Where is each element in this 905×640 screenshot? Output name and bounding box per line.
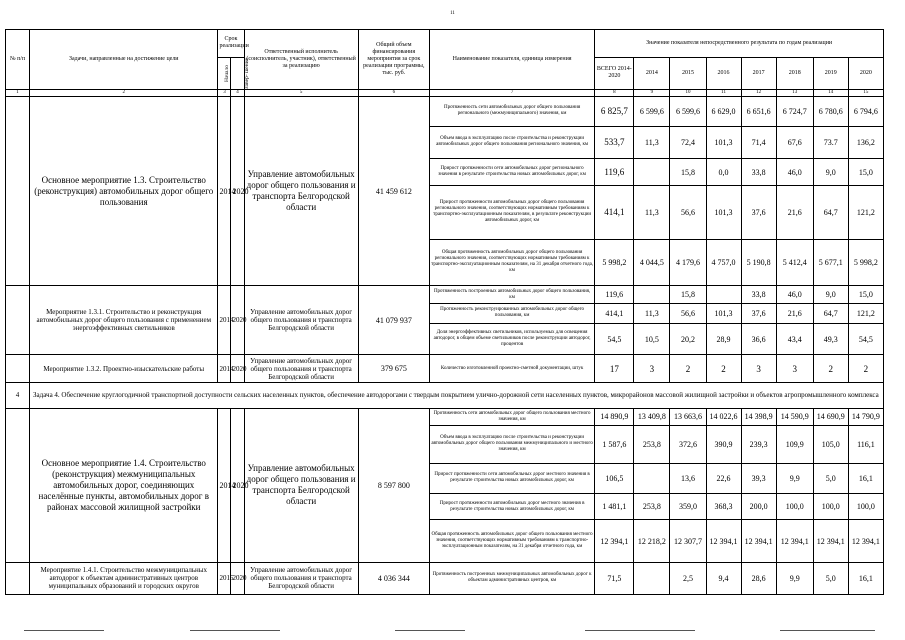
event-1-3-title: Основное мероприятие 1.3. Строительство (реконструкция) автомобильных дорог общего пользования [30,97,218,286]
value-cell: 16,1 [848,463,883,493]
event-1-4-budget: 8 597 800 [358,408,429,562]
value-cell: 12 307,7 [670,520,706,563]
value-cell: 14 022,6 [706,408,741,425]
col-number: 12 [741,89,776,96]
col-number: 15 [848,89,883,96]
indicator-label: Прирост протяженности сети автомобильных дорог регионального значения в результате строительства новых автомобильных дорог, км [429,158,594,186]
event-1-4-1-budget: 4 036 344 [358,562,429,594]
header-budget: Общий объем финансирования мероприятия за срок реализации программы, тыс. руб. [358,30,429,90]
value-cell: 106,5 [595,463,634,493]
value-cell: 200,0 [741,493,776,520]
value-cell: 33,8 [741,286,776,304]
value-cell: 5 190,8 [741,239,776,286]
value-cell: 11,3 [634,186,670,239]
value-cell: 2,5 [670,562,706,594]
event-1-3-2-budget: 379 675 [358,355,429,383]
value-cell: 28,9 [706,323,741,355]
indicator-label: Протяженность построенных межмуниципальных автомобильных дорог к объектам административных центров, км [429,562,594,594]
value-cell: 17 [595,355,634,383]
scan-divider [780,630,875,631]
value-cell: 33,8 [741,158,776,186]
value-cell: 64,7 [813,186,848,239]
value-cell: 56,6 [670,304,706,323]
header-year-2016: 2016 [706,57,741,89]
value-cell: 12 394,1 [595,520,634,563]
value-cell: 121,2 [848,186,883,239]
value-cell: 37,6 [741,304,776,323]
value-cell: 39,3 [741,463,776,493]
value-cell: 6 794,6 [848,97,883,127]
header-year-2019: 2019 [813,57,848,89]
value-cell: 22,6 [706,463,741,493]
col-number: 3 [218,89,231,96]
value-cell: 368,3 [706,493,741,520]
table-row [6,355,884,383]
value-cell: 67,6 [776,126,813,158]
indicator-label: Общая протяженность автомобильных дорог общего пользования регионального значения, соответствующих нормативным требованиям к транспортно-эксплуатационным показателям, на 31 декабря отчетного года, км [429,239,594,286]
scan-divider [190,630,280,631]
indicator-label: Прирост протяженности автомобильных дорог местного значения в результате строительства новых автомобильных дорог, км [429,493,594,520]
value-cell: 109,9 [776,425,813,463]
value-cell: 12 394,1 [741,520,776,563]
value-cell: 14 590,9 [776,408,813,425]
value-cell: 2 [848,355,883,383]
value-cell: 11,3 [634,304,670,323]
header-task: Задачи, направленные на достижение цели [30,30,218,90]
event-1-3-1-end: 2020 [231,286,244,355]
col-number: 4 [231,89,244,96]
value-cell: 9,9 [776,562,813,594]
col-number: 14 [813,89,848,96]
col-number: 13 [776,89,813,96]
header-indicator: Наименование показателя, единица измерения [429,30,594,90]
value-cell: 119,6 [595,286,634,304]
indicator-label: Протяженность сети автомобильных дорог общего пользования местного значения, км [429,408,594,425]
value-cell: 253,8 [634,493,670,520]
header-year-2018: 2018 [776,57,813,89]
indicator-label: Протяженность реконструированных автомобильных дорог общего пользования, км [429,304,594,323]
header-end-label: Завер- шение [244,57,251,89]
col-number: 5 [244,89,358,96]
value-cell: 12 394,1 [776,520,813,563]
col-number: 6 [358,89,429,96]
value-cell: 13 663,6 [670,408,706,425]
value-cell: 15,8 [670,158,706,186]
value-cell: 101,3 [706,126,741,158]
table-row [6,286,884,304]
task-4-row [6,383,884,409]
value-cell: 14 790,9 [848,408,883,425]
header-year-2015: 2015 [670,57,706,89]
event-num [6,97,30,286]
table-row [6,408,884,425]
event-1-3-1-start: 2014 [218,286,231,355]
value-cell: 6 599,6 [670,97,706,127]
value-cell: 12 218,2 [634,520,670,563]
value-cell: 15,0 [848,286,883,304]
event-1-4-1-title: Мероприятие 1.4.1. Строительство межмуниципальных автодорог к объектам административных центров муниципальных образований и городских округов [30,562,218,594]
value-cell: 3 [741,355,776,383]
value-cell: 101,3 [706,186,741,239]
value-cell: 116,1 [848,425,883,463]
event-1-4-start: 2014 [218,408,231,562]
header-year-2014: 2014 [634,57,670,89]
event-1-4-title: Основное мероприятие 1.4. Строительство (реконструкция) межмуниципальных автомобильных дорог, соединяющих населённые пункты, автомобильных дорог в районах массовой жилищной застройки [30,408,218,562]
value-cell: 71,4 [741,126,776,158]
event-1-3-2-end: 2020 [231,355,244,383]
value-cell: 414,1 [595,186,634,239]
value-cell: 9,0 [813,286,848,304]
value-cell: 5 998,2 [595,239,634,286]
value-cell: 253,8 [634,425,670,463]
value-cell: 101,3 [706,304,741,323]
header-year-2020: 2020 [848,57,883,89]
value-cell: 21,6 [776,304,813,323]
indicator-label: Протяженность построенных автомобильных дорог общего пользования, км [429,286,594,304]
event-num [6,286,30,355]
scan-divider [24,630,104,631]
indicator-label: Протяженность сети автомобильных дорог общего пользования регионального (межмуниципального) значения, км [429,97,594,127]
results-table [5,29,884,595]
value-cell: 0,0 [706,158,741,186]
column-number-row [6,89,884,96]
col-number: 11 [706,89,741,96]
value-cell: 15,8 [670,286,706,304]
value-cell: 3 [776,355,813,383]
event-1-3-1-responsible: Управление автомобильных дорог общего пользования и транспорта Белгородской области [244,286,358,355]
value-cell: 71,5 [595,562,634,594]
event-1-3-1-budget: 41 079 937 [358,286,429,355]
value-cell: 20,2 [670,323,706,355]
col-number: 1 [6,89,30,96]
header-period: Срок реализации [218,30,244,58]
value-cell: 9,4 [706,562,741,594]
value-cell: 359,0 [670,493,706,520]
event-1-3-budget: 41 459 612 [358,97,429,286]
value-cell: 54,5 [595,323,634,355]
table-row [6,562,884,594]
value-cell: 4 757,0 [706,239,741,286]
value-cell: 21,6 [776,186,813,239]
col-number: 9 [634,89,670,96]
value-cell: 6 825,7 [595,97,634,127]
indicator-label: Количество изготовленной проектно-сметной документации, штук [429,355,594,383]
indicator-label: Общая протяженность автомобильных дорог общего пользования местного значения, соответствующих нормативным требованиям к транспортно-эксплуатационным показателям, на 31 декабря отчетного года, км [429,520,594,563]
indicator-label: Объем ввода в эксплуатацию после строительства и реконструкции автомобильных дорог общего пользования межмуниципального и местного значения, км [429,425,594,463]
header-values-title: Значение показателя непосредственного результата по годам реализации [595,30,884,58]
event-1-3-1-title: Мероприятие 1.3.1. Строительство и реконструкция автомобильных дорог общего пользования с применением энергоэффективных светильников [30,286,218,355]
event-1-3-start: 2014 [218,97,231,286]
value-cell: 13,6 [670,463,706,493]
value-cell: 100,0 [813,493,848,520]
value-cell: 9,9 [776,463,813,493]
table-row [6,97,884,127]
task-4-title: Задача 4. Обеспечение круглогодичной транспортной доступности сельских населенных пунктов, обеспечение автодорогами с твердым покрытием улично-дорожной сети населенных пунктов, микрорайонов массовой жилищной застройки и объектов агропромышленного комплекса [30,383,884,409]
event-1-3-2-title: Мероприятие 1.3.2. Проектно-изыскательские работы [30,355,218,383]
page-number: 11 [450,11,455,16]
value-cell: 4 179,6 [670,239,706,286]
value-cell: 37,6 [741,186,776,239]
value-cell: 4 044,5 [634,239,670,286]
event-1-4-1-end: 2020 [231,562,244,594]
value-cell: 239,3 [741,425,776,463]
value-cell: 14 690,9 [813,408,848,425]
event-num [6,562,30,594]
value-cell: 105,0 [813,425,848,463]
value-cell: 100,0 [848,493,883,520]
col-number: 8 [595,89,634,96]
header-year-total: ВСЕГО 2014-2020 [595,57,634,89]
value-cell: 56,6 [670,186,706,239]
value-cell: 14 398,9 [741,408,776,425]
header-year-2017: 2017 [741,57,776,89]
value-cell: 6 780,6 [813,97,848,127]
indicator-label: Прирост протяженности автомобильных дорог общего пользования регионального значения, соответствующих нормативным требованиям к транспортно-эксплуатационным показателям, в результате реконструкции автомобильных дорог, км [429,186,594,239]
value-cell: 14 890,9 [595,408,634,425]
value-cell: 5 412,4 [776,239,813,286]
value-cell: 12 394,1 [813,520,848,563]
scan-divider [395,630,465,631]
value-cell: 533,7 [595,126,634,158]
event-1-3-2-responsible: Управление автомобильных дорог общего пользования и транспорта Белгородской области [244,355,358,383]
value-cell: 372,6 [670,425,706,463]
task-4-num: 4 [6,383,30,409]
value-cell: 119,6 [595,158,634,186]
value-cell: 390,9 [706,425,741,463]
indicator-label: Объем ввода в эксплуатацию после строительства и реконструкции автомобильных дорог общего пользования регионального значения, км [429,126,594,158]
value-cell: 2 [706,355,741,383]
value-cell: 12 394,1 [848,520,883,563]
value-cell [634,463,670,493]
value-cell: 28,6 [741,562,776,594]
value-cell: 54,5 [848,323,883,355]
value-cell: 2 [670,355,706,383]
value-cell: 5 998,2 [848,239,883,286]
value-cell: 1 481,1 [595,493,634,520]
value-cell: 6 629,0 [706,97,741,127]
value-cell: 6 651,6 [741,97,776,127]
value-cell: 72,4 [670,126,706,158]
value-cell: 6 599,6 [634,97,670,127]
value-cell: 136,2 [848,126,883,158]
header-start [218,57,231,89]
header-end [231,57,251,89]
value-cell: 43,4 [776,323,813,355]
event-num [6,408,30,562]
event-1-4-1-responsible: Управление автомобильных дорог общего пользования и транспорта Белгородской области [244,562,358,594]
value-cell: 5 677,1 [813,239,848,286]
value-cell: 121,2 [848,304,883,323]
col-number: 7 [429,89,594,96]
value-cell: 414,1 [595,304,634,323]
value-cell: 11,3 [634,126,670,158]
indicator-label: Прирост протяженности сети автомобильных дорог местного значения в результате строительства новых автомобильных дорог, км [429,463,594,493]
value-cell: 12 394,1 [706,520,741,563]
col-number: 2 [30,89,218,96]
value-cell: 1 587,6 [595,425,634,463]
event-1-3-responsible: Управление автомобильных дорог общего пользования и транспорта Белгородской области [244,97,358,286]
value-cell: 5,0 [813,463,848,493]
value-cell: 49,3 [813,323,848,355]
col-number: 10 [670,89,706,96]
value-cell: 36,6 [741,323,776,355]
value-cell [634,562,670,594]
event-1-3-2-start: 2014 [218,355,231,383]
value-cell: 73.7 [813,126,848,158]
value-cell: 6 724,7 [776,97,813,127]
value-cell: 46,0 [776,286,813,304]
scan-divider [585,630,695,631]
value-cell [706,286,741,304]
value-cell: 2 [813,355,848,383]
value-cell: 100,0 [776,493,813,520]
header-row-1 [6,30,884,58]
header-start-label: Начало [224,64,231,82]
event-1-4-responsible: Управление автомобильных дорог общего пользования и транспорта Белгородской области [244,408,358,562]
indicator-label: Доля энергоэффективных светильников, используемых для освещения автодорог, в общем объеме светильников после реконструкции автодорог, процентов [429,323,594,355]
value-cell: 64,7 [813,304,848,323]
value-cell [634,158,670,186]
event-1-4-end: 2020 [231,408,244,562]
value-cell: 10,5 [634,323,670,355]
event-num [6,355,30,383]
value-cell: 46,0 [776,158,813,186]
value-cell: 3 [634,355,670,383]
value-cell [634,286,670,304]
value-cell: 9,0 [813,158,848,186]
header-responsible: Ответственный исполнитель (соисполнитель, участник), ответственный за реализацию [244,30,358,90]
event-1-3-end: 2020 [231,97,244,286]
event-1-4-1-start: 2015 [218,562,231,594]
value-cell: 16,1 [848,562,883,594]
header-num: № п/п [6,30,30,90]
value-cell: 5,0 [813,562,848,594]
value-cell: 13 409,8 [634,408,670,425]
value-cell: 15,0 [848,158,883,186]
